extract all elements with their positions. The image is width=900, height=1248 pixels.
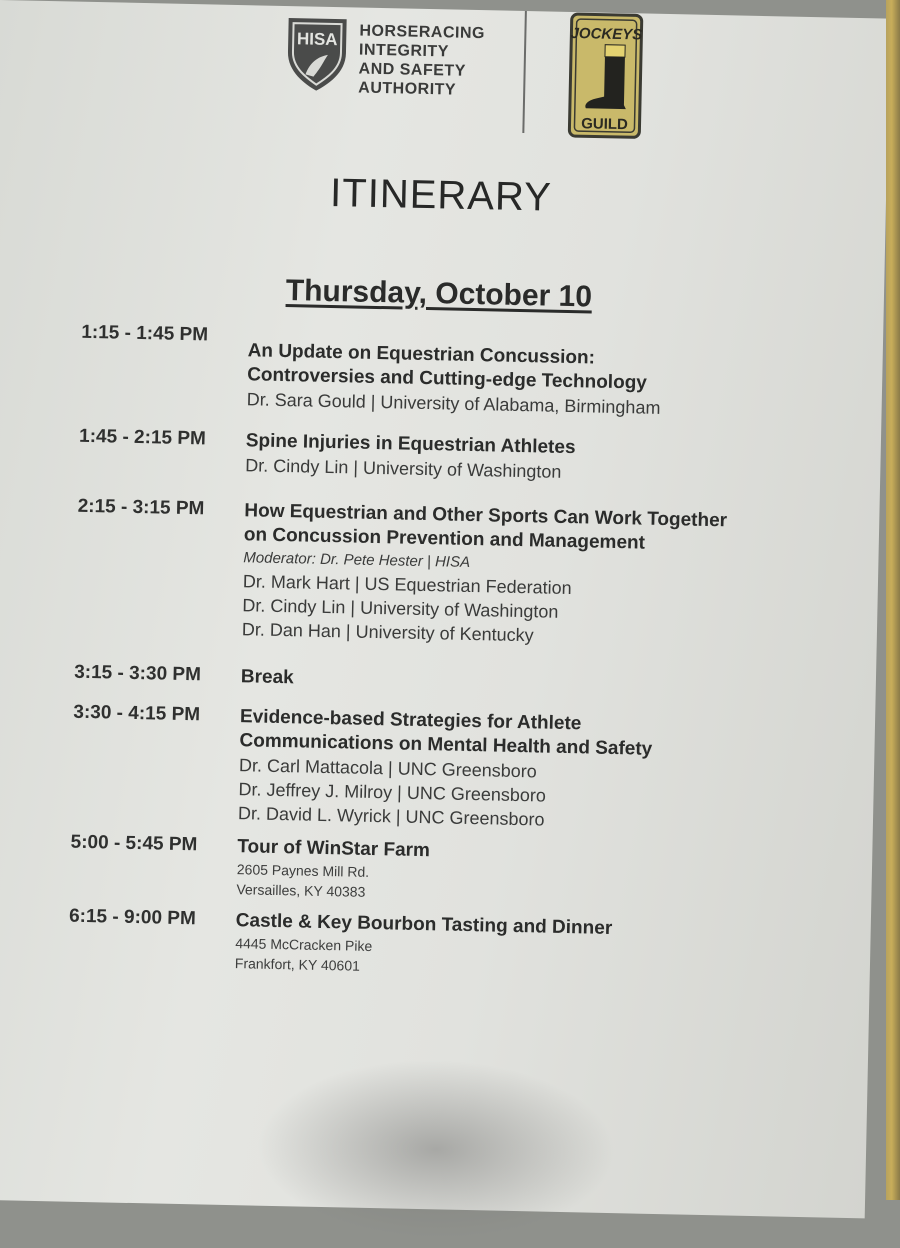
day-heading: Thursday, October 10	[285, 274, 593, 314]
session-row	[0, 320, 873, 418]
session-title: Communications on Mental Health and Safety	[239, 730, 653, 760]
session-title: Spine Injuries in Equestrian Athletes	[245, 430, 576, 459]
session-speaker: Dr. Sara Gould | University of Alabama, Birmingham	[246, 389, 661, 418]
session-speaker: Dr. Carl Mattacola | UNC Greensboro	[238, 755, 537, 782]
guild-bottom-text: GUILD	[581, 115, 629, 134]
session-title: Tour of WinStar Farm	[237, 836, 431, 862]
session-title: Evidence-based Strategies for Athlete	[239, 706, 582, 735]
session-speaker: Dr. David L. Wyrick | UNC Greensboro	[237, 803, 545, 830]
session-time: 5:00 - 5:45 PM	[70, 831, 198, 856]
hisa-line: HORSERACING	[359, 22, 486, 43]
venue-address: 4445 McCracken Pike	[235, 935, 373, 955]
session-title: An Update on Equestrian Concussion:	[247, 340, 596, 369]
session-time: 3:15 - 3:30 PM	[73, 661, 202, 686]
hisa-line: AUTHORITY	[358, 79, 457, 99]
venue-address: Versailles, KY 40383	[236, 881, 366, 900]
photo-shadow	[254, 1056, 618, 1243]
session-row	[0, 494, 869, 646]
session-time: 6:15 - 9:00 PM	[68, 905, 197, 930]
hisa-mark-text: HISA	[296, 29, 338, 50]
session-row	[0, 660, 866, 689]
page-title: ITINERARY	[329, 170, 553, 220]
jockeys-guild-logo	[565, 12, 646, 142]
session-time: 1:45 - 2:15 PM	[78, 425, 207, 450]
hisa-wordmark	[358, 22, 485, 101]
session-title: on Concussion Prevention and Management	[243, 524, 646, 554]
hisa-line: INTEGRITY	[358, 41, 450, 61]
session-speaker: Dr. Jeffrey J. Milroy | UNC Greensboro	[238, 779, 547, 806]
hisa-line: AND SAFETY	[358, 60, 467, 80]
background-edge	[886, 0, 900, 1200]
venue-address: Frankfort, KY 40601	[234, 955, 361, 974]
session-speaker: Dr. Mark Hart | US Equestrian Federation	[242, 571, 572, 599]
session-title: How Equestrian and Other Sports Can Work Together	[244, 500, 728, 532]
session-moderator: Moderator: Dr. Pete Hester | HISA	[243, 549, 471, 571]
session-title: Castle & Key Bourbon Tasting and Dinner	[235, 910, 613, 940]
venue-address: 2605 Paynes Mill Rd.	[236, 861, 370, 880]
session-row	[0, 700, 865, 830]
session-time: 3:30 - 4:15 PM	[73, 701, 201, 726]
guild-top-text: JOCKEYS	[570, 24, 643, 44]
hisa-shield-logo	[283, 14, 351, 93]
session-time: 1:15 - 1:45 PM	[81, 321, 209, 346]
session-speaker: Dr. Cindy Lin | University of Washington	[245, 455, 562, 482]
session-speaker: Dr. Cindy Lin | University of Washington	[242, 595, 559, 622]
session-speaker: Dr. Dan Han | University of Kentucky	[241, 619, 534, 646]
session-time: 2:15 - 3:15 PM	[77, 495, 205, 520]
session-title: Controversies and Cutting-edge Technology	[246, 364, 648, 394]
session-row	[0, 424, 871, 482]
logo-divider	[522, 11, 527, 133]
session-title: Break	[240, 666, 294, 689]
